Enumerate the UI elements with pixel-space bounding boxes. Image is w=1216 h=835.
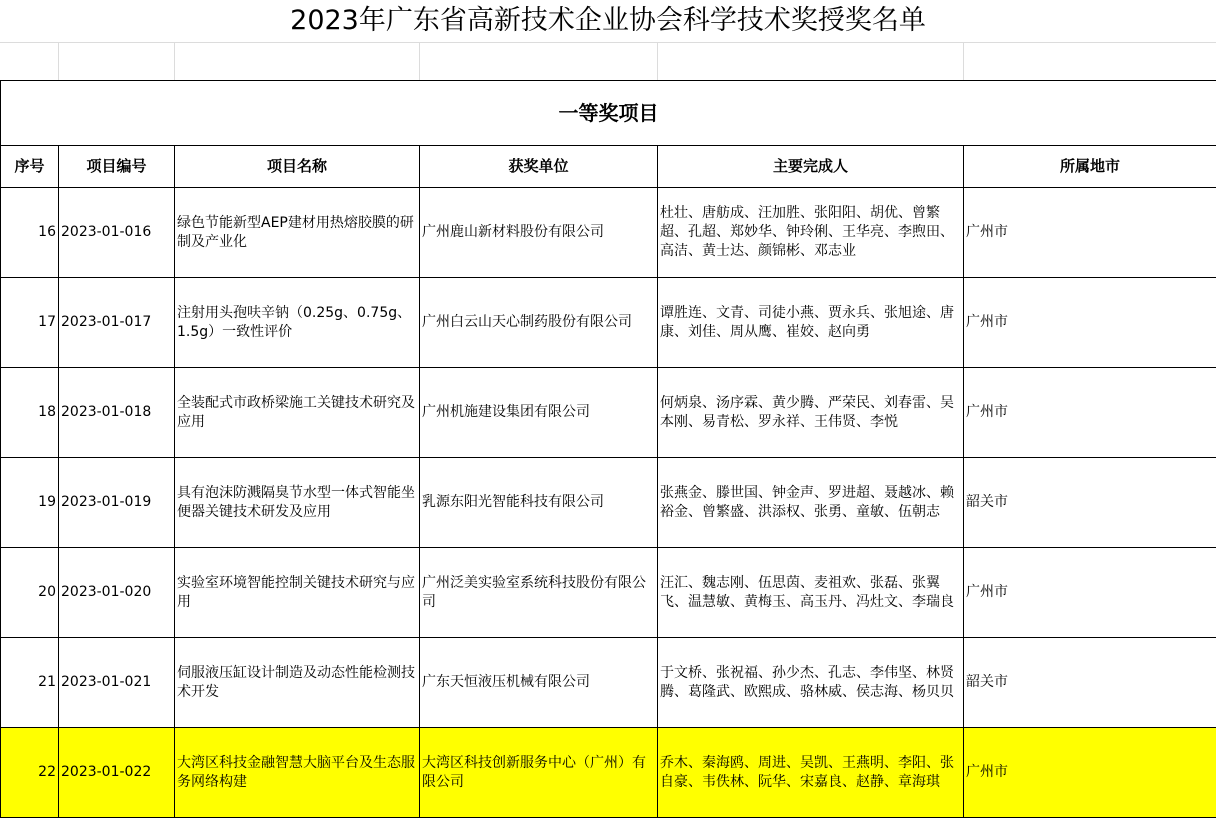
grid-line — [58, 43, 59, 81]
cell-city[interactable]: 广州市 — [964, 548, 1216, 638]
cell-name[interactable]: 伺服液压缸设计制造及动态性能检测技术开发 — [175, 638, 420, 728]
cell-city[interactable]: 韶关市 — [964, 638, 1216, 728]
cell-unit[interactable]: 广州白云山天心制药股份有限公司 — [420, 278, 658, 368]
cell-people[interactable]: 谭胜连、文青、司徒小燕、贾永兵、张旭途、唐康、刘佳、周从鹰、崔姣、赵向勇 — [658, 278, 964, 368]
section-title[interactable]: 一等奖项目 — [1, 81, 1216, 146]
grid-line — [419, 43, 420, 81]
grid-line — [963, 43, 964, 81]
cell-no[interactable]: 21 — [1, 638, 59, 728]
cell-people[interactable]: 何炳泉、汤序霖、黄少腾、严荣民、刘春雷、吴本刚、易青松、罗永祥、王伟贤、李悦 — [658, 368, 964, 458]
cell-no[interactable]: 18 — [1, 368, 59, 458]
cell-unit[interactable]: 乳源东阳光智能科技有限公司 — [420, 458, 658, 548]
cell-city[interactable]: 广州市 — [964, 188, 1216, 278]
section-row — [1, 81, 1216, 146]
table-row — [1, 638, 1216, 728]
table-row — [1, 548, 1216, 638]
grid-line — [657, 43, 658, 81]
cell-no[interactable]: 19 — [1, 458, 59, 548]
cell-people[interactable]: 张燕金、滕世国、钟金声、罗进超、聂越冰、赖裕金、曾繁盛、洪添权、张勇、童敏、伍朝志 — [658, 458, 964, 548]
cell-unit[interactable]: 广州机施建设集团有限公司 — [420, 368, 658, 458]
header-cell-code[interactable]: 项目编号 — [59, 146, 175, 188]
cell-people[interactable]: 于文桥、张祝福、孙少杰、孔志、李伟坚、林贤腾、葛隆武、欧熙成、骆林威、侯志海、杨贝贝 — [658, 638, 964, 728]
cell-code[interactable]: 2023-01-017 — [59, 278, 175, 368]
table-row — [1, 278, 1216, 368]
cell-name[interactable]: 注射用头孢呋辛钠（0.25g、0.75g、1.5g）一致性评价 — [175, 278, 420, 368]
cell-no[interactable]: 20 — [1, 548, 59, 638]
cell-unit[interactable]: 大湾区科技创新服务中心（广州）有限公司 — [420, 728, 658, 818]
table-row — [1, 458, 1216, 548]
table-row — [1, 368, 1216, 458]
cell-no[interactable]: 17 — [1, 278, 59, 368]
cell-no[interactable]: 22 — [1, 728, 59, 818]
cell-code[interactable]: 2023-01-019 — [59, 458, 175, 548]
cell-name[interactable]: 绿色节能新型AEP建材用热熔胶膜的研制及产业化 — [175, 188, 420, 278]
cell-name[interactable]: 大湾区科技金融智慧大脑平台及生态服务网络构建 — [175, 728, 420, 818]
header-cell-name[interactable]: 项目名称 — [175, 146, 420, 188]
cell-code[interactable]: 2023-01-016 — [59, 188, 175, 278]
cell-name[interactable]: 实验室环境智能控制关键技术研究与应用 — [175, 548, 420, 638]
cell-people[interactable]: 汪汇、魏志刚、伍思茵、麦祖欢、张磊、张翼飞、温慧敏、黄梅玉、高玉丹、冯灶文、李瑞良 — [658, 548, 964, 638]
header-cell-city[interactable]: 所属地市 — [964, 146, 1216, 188]
header-row — [1, 146, 1216, 188]
cell-people[interactable]: 杜壮、唐舫成、汪加胜、张阳阳、胡优、曾繁超、孔超、郑妙华、钟玲俐、王华亮、李煦田、高洁、黄士达、颜锦彬、邓志业 — [658, 188, 964, 278]
cell-city[interactable]: 广州市 — [964, 368, 1216, 458]
cell-unit[interactable]: 广州泛美实验室系统科技股份有限公司 — [420, 548, 658, 638]
cell-code[interactable]: 2023-01-018 — [59, 368, 175, 458]
grid-line — [174, 43, 175, 81]
header-cell-no[interactable]: 序号 — [1, 146, 59, 188]
cell-unit[interactable]: 广东天恒液压机械有限公司 — [420, 638, 658, 728]
award-table — [0, 80, 1216, 818]
cell-city[interactable]: 韶关市 — [964, 458, 1216, 548]
empty-grid-row — [0, 42, 1216, 81]
cell-code[interactable]: 2023-01-020 — [59, 548, 175, 638]
cell-code[interactable]: 2023-01-021 — [59, 638, 175, 728]
sheet-title: 2023年广东省高新技术企业协会科学技术奖授奖名单 — [290, 5, 926, 36]
table-row — [1, 728, 1216, 818]
cell-people[interactable]: 乔木、秦海鸥、周进、吴凯、王燕明、李阳、张自豪、韦佚林、阮华、宋嘉良、赵静、章海琪 — [658, 728, 964, 818]
cell-code[interactable]: 2023-01-022 — [59, 728, 175, 818]
header-cell-people[interactable]: 主要完成人 — [658, 146, 964, 188]
cell-city[interactable]: 广州市 — [964, 728, 1216, 818]
cell-unit[interactable]: 广州鹿山新材料股份有限公司 — [420, 188, 658, 278]
cell-no[interactable]: 16 — [1, 188, 59, 278]
header-cell-unit[interactable]: 获奖单位 — [420, 146, 658, 188]
cell-name[interactable]: 具有泡沫防溅隔臭节水型一体式智能坐便器关键技术研发及应用 — [175, 458, 420, 548]
cell-city[interactable]: 广州市 — [964, 278, 1216, 368]
table-row — [1, 188, 1216, 278]
cell-name[interactable]: 全装配式市政桥梁施工关键技术研究及应用 — [175, 368, 420, 458]
